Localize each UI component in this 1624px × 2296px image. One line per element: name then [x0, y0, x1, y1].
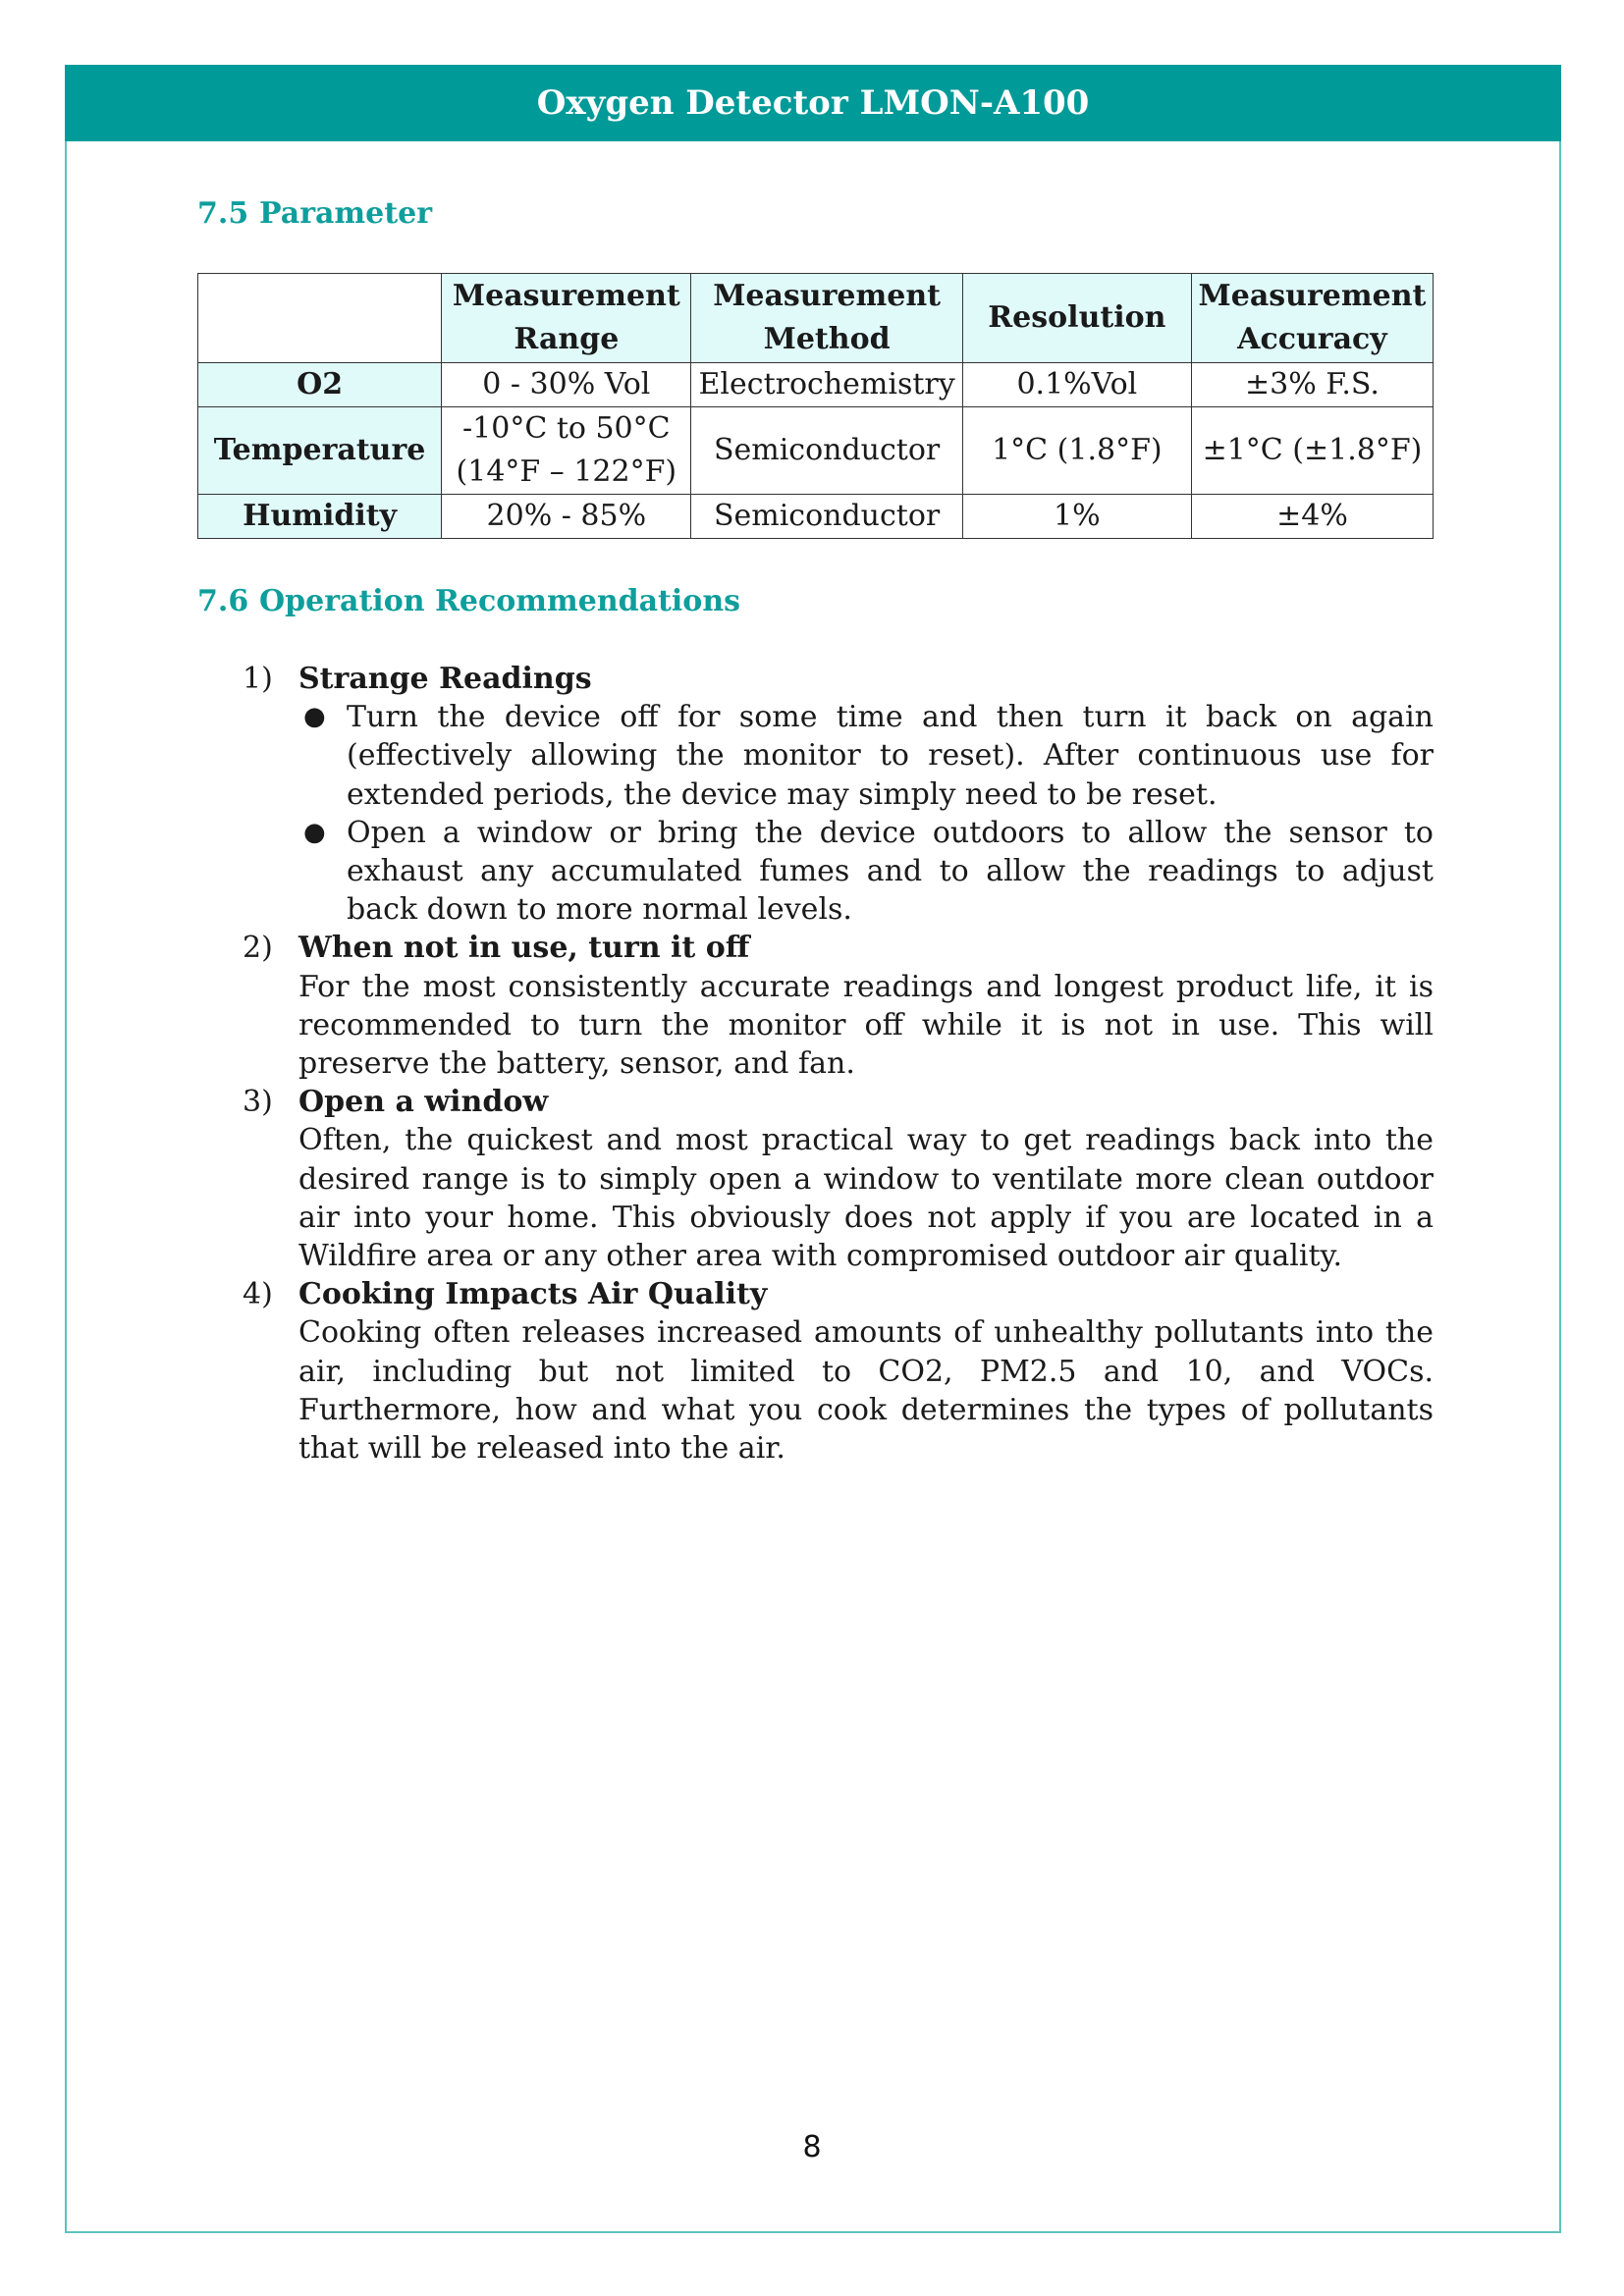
- section-heading-recommendations: [197, 584, 740, 618]
- section-title: Parameter: [259, 196, 433, 231]
- table-cell: 1°C (1.8°F): [962, 407, 1191, 495]
- bullet-icon: ●: [303, 817, 326, 847]
- bullet-text: Open a window or bring the device outdoors to allow the sensor to exhaust any accumulated fumes and to allow the readings to adjust back down to more normal levels.: [347, 815, 1434, 928]
- table-cell: ±3% F.S.: [1191, 363, 1433, 407]
- item-number: 3): [243, 1085, 273, 1120]
- bullet-item: [298, 814, 1434, 930]
- cell-line: (14°F – 122°F): [456, 454, 677, 489]
- table-header-cell: Resolution: [962, 274, 1191, 363]
- list-item: [243, 1083, 1434, 1275]
- table-header-cell: Measurement Range: [442, 274, 691, 363]
- item-text: For the most consistently accurate readings and longest product life, it is recommended to turn the monitor off while it is not in use. This will preserve the battery, sensor, and fan.: [298, 969, 1434, 1082]
- recommendations-list: [243, 660, 1434, 1468]
- row-label-humidity: Humidity: [198, 495, 442, 539]
- document-title: Oxygen Detector LMON-A100: [536, 83, 1090, 123]
- item-text: Cooking often releases increased amounts of unhealthy pollutants into the air, including but not limited to CO2, PM2.5 and 10, and VOCs. Furthermore, how and what you cook determines the types of pollutants that will be released into the air.: [298, 1315, 1434, 1467]
- table-row: [198, 495, 1434, 539]
- item-number: 1): [243, 662, 273, 696]
- row-label-o2: O2: [198, 363, 442, 407]
- document-header: [65, 65, 1561, 141]
- item-title: When not in use, turn it off: [298, 931, 750, 966]
- item-title: Cooking Impacts Air Quality: [298, 1277, 768, 1312]
- table-cell: Semiconductor: [691, 407, 962, 495]
- bullet-icon: ●: [303, 702, 326, 732]
- table-cell: [442, 407, 691, 495]
- table-header-cell: [198, 274, 442, 363]
- section-number: 7.5: [197, 196, 249, 231]
- table-row: [198, 407, 1434, 495]
- table-cell: 0.1%Vol: [962, 363, 1191, 407]
- row-label-temperature: Temperature: [198, 407, 442, 495]
- parameter-table: [197, 273, 1434, 539]
- page-number: 8: [802, 2130, 822, 2164]
- table-cell: ±1°C (±1.8°F): [1191, 407, 1433, 495]
- section-number: 7.6: [197, 584, 249, 618]
- item-number: 2): [243, 931, 273, 966]
- table-cell: 20% - 85%: [442, 495, 691, 539]
- table-header-row: [198, 274, 1434, 363]
- list-item: [243, 929, 1434, 1083]
- table-cell: Electrochemistry: [691, 363, 962, 407]
- table-header-cell: Measurement Accuracy: [1191, 274, 1433, 363]
- item-title: Open a window: [298, 1085, 549, 1120]
- item-text: Often, the quickest and most practical way to get readings back into the desired range is to simply open a window to ventilate more clean outdoor air into your home. This obviously does not apply if you are located in a Wildfire area or any other area with compromised outdoor air quality.: [298, 1123, 1434, 1274]
- list-item: [243, 1275, 1434, 1468]
- table-header-cell: Measurement Method: [691, 274, 962, 363]
- section-title: Operation Recommendations: [259, 584, 741, 618]
- item-title: Strange Readings: [298, 662, 592, 696]
- list-item: [243, 660, 1434, 929]
- table-row: [198, 363, 1434, 407]
- table-cell: ±4%: [1191, 495, 1433, 539]
- item-number: 4): [243, 1277, 273, 1312]
- section-heading-parameter: [197, 196, 432, 231]
- bullet-item: [298, 698, 1434, 814]
- cell-line: -10°C to 50°C: [462, 411, 671, 446]
- bullet-text: Turn the device off for some time and then turn it back on again (effectively allowing the monitor to reset). After continuous use for extended periods, the device may simply need to be reset.: [347, 700, 1434, 812]
- table-cell: 1%: [962, 495, 1191, 539]
- table-cell: Semiconductor: [691, 495, 962, 539]
- table-cell: 0 - 30% Vol: [442, 363, 691, 407]
